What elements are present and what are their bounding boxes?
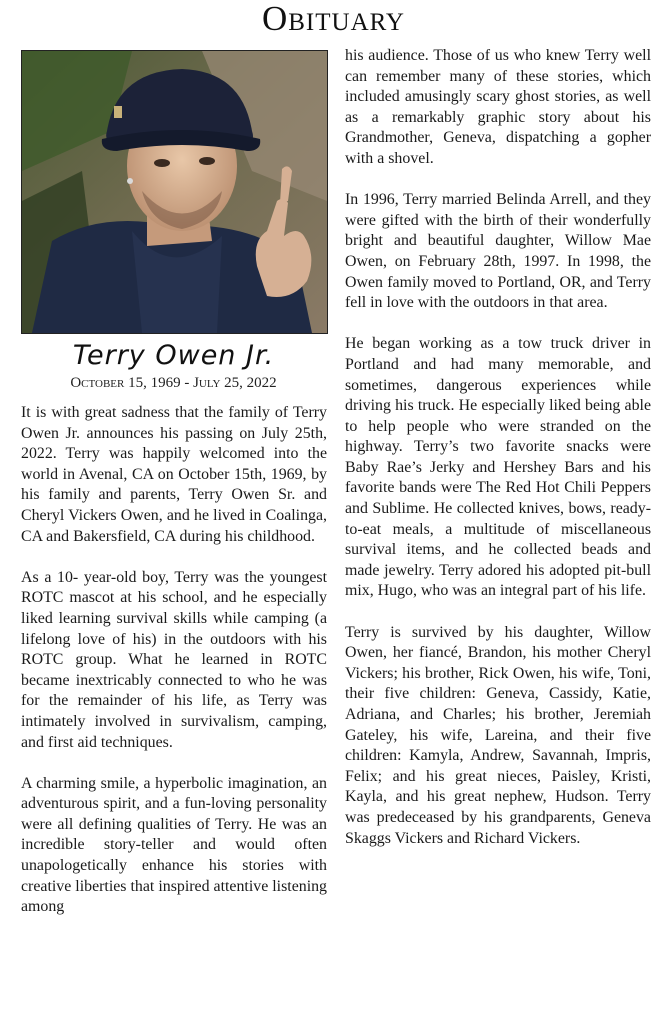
paragraph: In 1996, Terry married Belinda Arrell, and they were gifted with the birth of their wonderfully bright and beautiful daughter, Willow Mae Owen, on February 28th, 1997. In 1998, the Owen family moved to Portland, OR, and Terry fell in love with the outdoors in that area. bbox=[345, 191, 651, 312]
paragraph: As a 10- year-old boy, Terry was the youngest ROTC mascot at his school, and he especially liked learning survival skills while camping (a lifelong love of his) in the outdoors with his ROTC group. What he learned in ROTC became inextricably connected to who he was for the remainder of his life, as Terry was intimately involved in survivalism, camping, and first aid techniques. bbox=[21, 568, 327, 751]
paragraph: his audience. Those of us who knew Terry well can remember many of these stories, which included amusingly scary ghost stories, as well as a remarkably graphic story about his Grandmother, Geneva, dispatching a gopher with a shovel. bbox=[345, 47, 651, 167]
subject-name: Terry Owen Jr. bbox=[72, 340, 275, 371]
paragraph: Terry is survived by his daughter, Willow Owen, her fiancé, Brandon, his mother Cheryl Vickers; his brother, Rick Owen, his wife, Toni, their five children: Geneva, Cassidy, Katie, Adriana, and Charles; his brother, Jeremiah Gateley, his wife, Lareina, and their five children: Kamyla, Andrew, Savannah, Impris, Felix; and his great nieces, Paisley, Kristi, Kayla, and his great nephew, Hudson. Terry was predeceased by his grandparents, Geneva Skaggs Vickers and Richard Vickers. bbox=[345, 623, 651, 847]
subject-dates: October 15, 1969 - July 25, 2022 bbox=[70, 375, 277, 391]
left-column bbox=[21, 403, 327, 918]
paragraph: A charming smile, a hyperbolic imagination, an adventurous spirit, and a fun-loving personality were all defining qualities of Terry. He was an incredible story-teller and would often unapologetically enhance his stories with creative liberties that inspired attentive listening among bbox=[21, 774, 327, 916]
page-title: Obituary bbox=[261, 0, 405, 38]
right-column bbox=[345, 46, 651, 849]
paragraph: It is with great sadness that the family of Terry Owen Jr. announces his passing on July 25th, 2022. Terry was happily welcomed into the world in Avenal, CA on October 15th, 1969, by his family and parents, Terry Owen Sr. and Cheryl Vickers Owen, and he lived in Coalinga, CA and Bakersfield, CA during his childhood. bbox=[21, 404, 327, 545]
paragraph: He began working as a tow truck driver in Portland and had many memorable, and sometimes, dangerous experiences while driving his truck. He especially liked being able to help people who were stranded on the highway. Terry’s two favorite snacks were Baby Rae’s Jerky and Hershey Bars and his favorite bands were The Red Hot Chili Peppers and Sublime. He collected knives, bows, ready-to-eat meals, a multitude of miscellaneous survival items, and he collected beads and made jewelry. Terry adored his adopted pit-bull mix, Hugo, who was an integral part of his life. bbox=[345, 335, 651, 600]
portrait-photo bbox=[21, 50, 328, 334]
